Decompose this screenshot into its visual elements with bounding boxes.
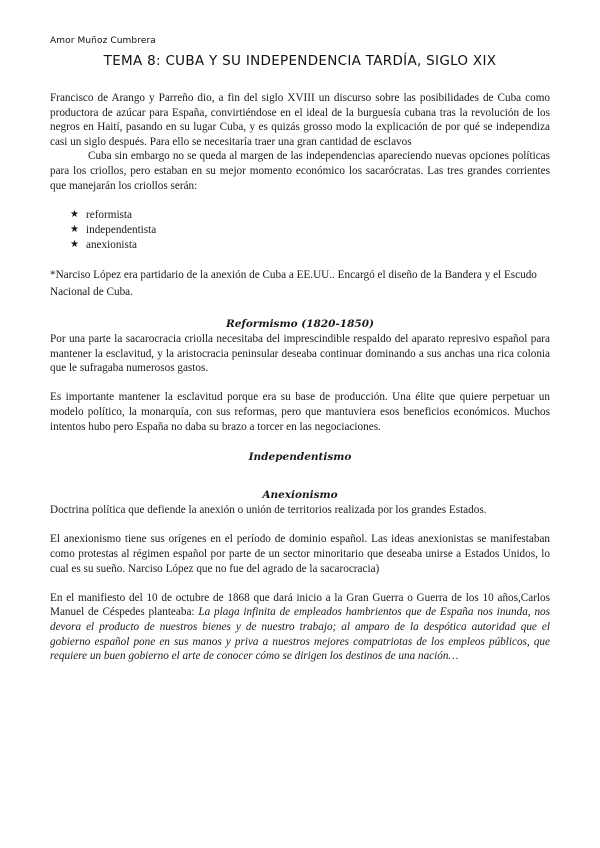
current-label: independentista xyxy=(86,223,157,236)
current-label: reformista xyxy=(86,208,132,221)
author-name: Amor Muñoz Cumbrera xyxy=(50,36,156,46)
intro-paragraph-2: Cuba sin embargo no se queda al margen de las independencias apareciendo nuevas opciones políticas para los criollos, pero estaban en su mejor momento económico los sacarócratas. Las tres grandes corrientes que manejarán los criollos serán: xyxy=(50,150,550,192)
reformismo-paragraph-2: Es importante mantener la esclavitud porque era su base de producción. Una élite que quiere perpetuar un modelo político, la monarquía, con sus reformas, pero que mantuviera esos beneficios económicos. Muchos intentos hubo pero España no daba su brazo a torcer en las negociaciones. xyxy=(50,391,550,433)
list-item xyxy=(70,208,550,223)
document-title: TEMA 8: CUBA Y SU INDEPENDENCIA TARDÍA, SIGLO XIX xyxy=(103,53,497,69)
document-body xyxy=(50,91,550,664)
section-heading-independentismo: Independentismo xyxy=(248,450,352,463)
list-item xyxy=(70,223,550,238)
section-heading-anexionismo: Anexionismo xyxy=(262,489,338,502)
anexionismo-paragraph-1: Doctrina política que defiende la anexión o unión de territorios realizada por los grandes Estados. xyxy=(50,504,487,517)
anexionismo-paragraph-2: El anexionismo tiene sus orígenes en el período de dominio español. Las ideas anexionistas se manifestaban como protestas al régimen español por parte de un sector minoritario que deseaba unirse a Estados Unidos, lo cual es su sueño. Narciso López que no fue del agrado de la sacarocracia) xyxy=(50,533,550,575)
anexionismo-paragraph-3 xyxy=(50,591,550,664)
currents-list xyxy=(50,208,550,253)
list-item xyxy=(70,238,550,253)
current-label: anexionista xyxy=(86,238,137,251)
reformismo-paragraph-1: Por una parte la sacarocracia criolla necesitaba del imprescindible respaldo del aparato represivo español para mantener la esclavitud, y la aristocracia peninsular deseaba continuar dominando a sus anchas una rica colonia que le sufragaba numerosos gastos. xyxy=(50,332,550,375)
intro-paragraph-1: Francisco de Arango y Parreño dio, a fin del siglo XVIII un discurso sobre las posibilidades de Cuba como productora de azúcar para España, convirtiéndose en el ideal de la burguesía cubana tras la revolución de los negros en Haití, pasando en su lugar Cuba, y es quizás grosso modo la explicación de por qué se independiza casi un siglo después. Para ello se necesitaría traer una gran cantidad de esclavos xyxy=(50,92,550,148)
manifesto-lead: En el manifiesto del 10 de octubre de 1868 que dará inicio a la Gran Guerra o Guerra de los 10 años,Carlos Manuel de Céspedes planteaba: xyxy=(50,591,550,619)
star-bullet-icon: ★ xyxy=(70,208,79,220)
section-heading-reformismo: Reformismo (1820-1850) xyxy=(226,317,374,330)
cespedes-quote: La plaga infinita de empleados hambrientos que de España nos inunda, nos devora el producto de nuestros bienes y de nuestro trabajo; al amparo de la despótica autoridad que el gobierno español pone en sus manos y priva a nuestros mejores compatriotas de los empleos públicos, que requiere un buen gobierno el arte de conocer cómo se dirigen los destinos de una nación… xyxy=(50,606,550,663)
narciso-note: *Narciso López era partidario de la anexión de Cuba a EE.UU.. Encargó el diseño de la Bandera y el Escudo Nacional de Cuba. xyxy=(50,269,537,299)
star-bullet-icon: ★ xyxy=(70,223,79,235)
star-bullet-icon: ★ xyxy=(70,238,79,250)
